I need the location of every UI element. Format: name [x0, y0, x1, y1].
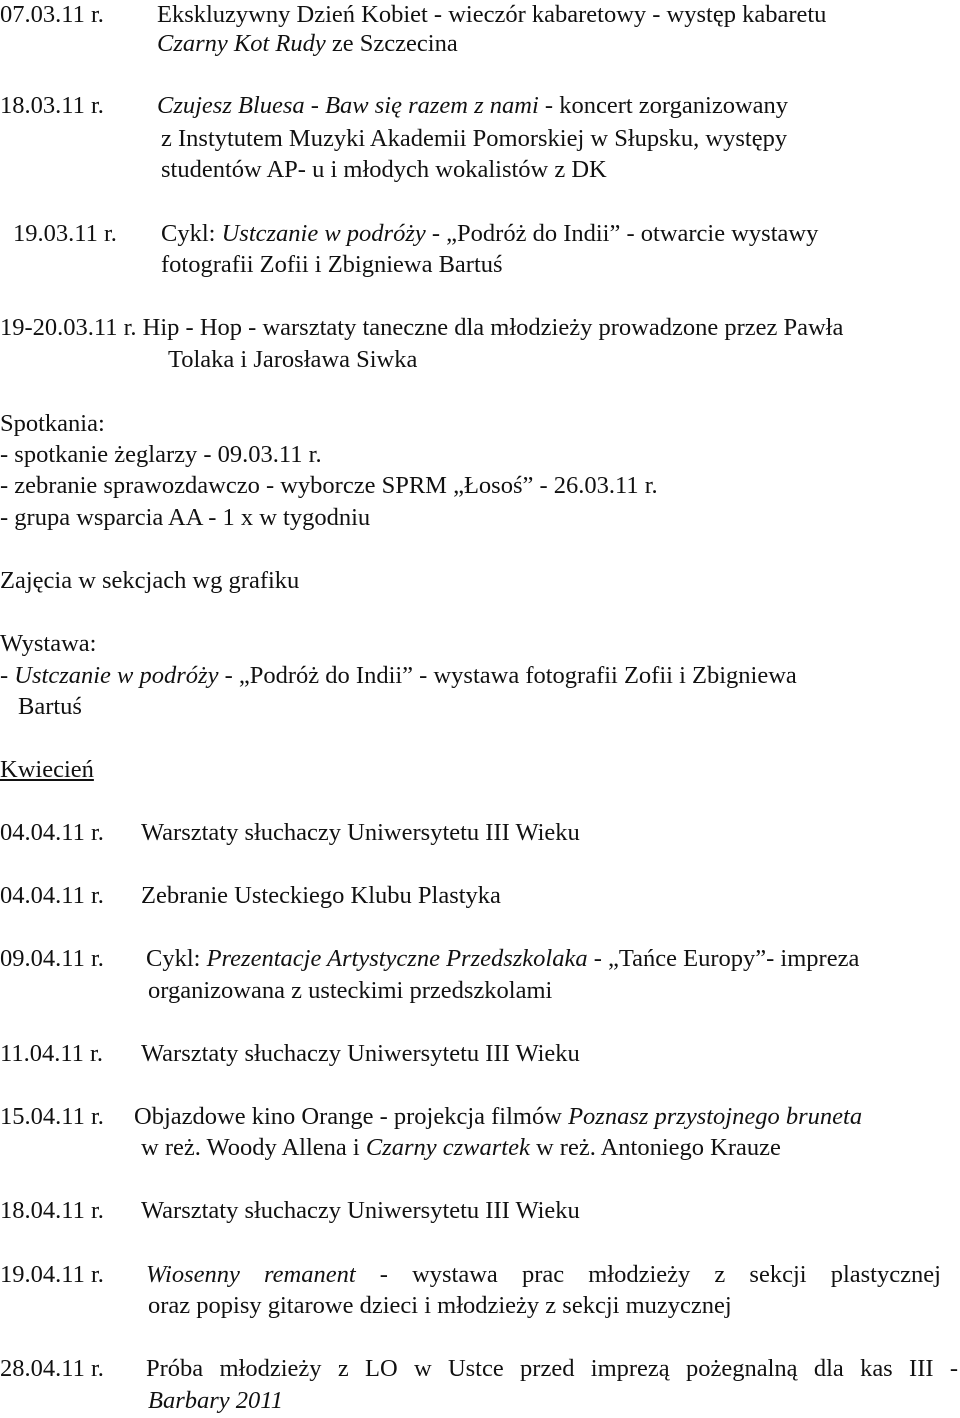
entry-text-justified — [146, 1260, 941, 1290]
entry-text: Ekskluzywny Dzień Kobiet - wieczór kabaretowy - występ kabaretu — [157, 1, 827, 28]
entry-text — [141, 1133, 781, 1163]
entry-text: w reż. Woody Allena i — [141, 1134, 366, 1161]
entry-text: w reż. Antoniego Krauze — [529, 1134, 781, 1161]
list-item: - spotkanie żeglarzy - 09.03.11 r. — [0, 441, 322, 468]
entry-date: 04.04.11 r. — [0, 819, 104, 846]
entry-word: - — [949, 1355, 958, 1382]
entry-text: 19-20.03.11 r. Hip - Hop - warsztaty taneczne dla młodzieży prowadzone przez Pawła — [0, 314, 844, 341]
entry-text: ze Szczecina — [325, 30, 458, 57]
exhibition-dash: - — [0, 662, 15, 689]
entry-word: plastycznej — [830, 1261, 941, 1288]
entry-word: dla — [813, 1355, 844, 1382]
entry-word: LO — [364, 1355, 398, 1382]
entry-date: 04.04.11 r. — [0, 882, 104, 909]
entry-text: oraz popisy gitarowe dzieci i młodzieży z sekcji muzycznej — [148, 1292, 732, 1319]
entry-text: Warsztaty słuchaczy Uniwersytetu III Wieku — [141, 1040, 580, 1067]
entry-word: remanent — [264, 1261, 356, 1288]
entry-word: prac — [521, 1261, 565, 1288]
entry-date: 11.04.11 r. — [0, 1040, 103, 1067]
list-item: - zebranie sprawozdawczo - wyborcze SPRM „Łosoś” - 26.03.11 r. — [0, 472, 658, 499]
entry-date: 15.04.11 r. — [0, 1103, 104, 1130]
entry-text: Objazdowe kino Orange - projekcja filmów — [134, 1103, 569, 1130]
meetings-heading: Spotkania: — [0, 410, 105, 437]
entry-date: 19.03.11 r. — [13, 220, 117, 247]
entry-text: Warsztaty słuchaczy Uniwersytetu III Wieku — [141, 1197, 580, 1224]
entry-title: Czarny czwartek — [365, 1134, 530, 1161]
entry-date: 18.03.11 r. — [0, 92, 104, 119]
entry-text: - „Tańce Europy”- impreza — [587, 945, 860, 972]
entry-text: - „Podróż do Indii” - otwarcie wystawy — [425, 220, 819, 247]
entry-word: w — [413, 1355, 432, 1382]
entry-text: Cykl: — [161, 220, 222, 247]
entry-title: Poznasz przystojnego bruneta — [568, 1103, 863, 1130]
entry-word: Wiosenny — [146, 1261, 240, 1288]
entry-title: Ustczanie w podróży — [221, 220, 426, 247]
list-item: - grupa wsparcia AA - 1 x w tygodniu — [0, 504, 371, 531]
entry-word: wystawa — [412, 1261, 498, 1288]
exhibition-heading: Wystawa: — [0, 630, 97, 657]
entry-word: z — [337, 1355, 349, 1382]
entry-title: Czujesz Bluesa - Baw się razem z nami — [157, 92, 539, 119]
entry-text: Warsztaty słuchaczy Uniwersytetu III Wieku — [141, 819, 580, 846]
entry-title: Czarny Kot Rudy — [157, 30, 326, 57]
entry-word: pożegnalną — [685, 1355, 798, 1382]
entry-date: 19.04.11 r. — [0, 1261, 104, 1288]
entry-title: Barbary 2011 — [148, 1387, 283, 1414]
entry-text: Zebranie Usteckiego Klubu Plastyka — [141, 882, 501, 909]
entry-word: kas — [860, 1355, 893, 1382]
entry-text — [146, 944, 859, 974]
entry-text: Tolaka i Jarosława Siwka — [168, 346, 418, 373]
entry-word: z — [714, 1261, 726, 1288]
entry-text — [134, 1102, 862, 1132]
entry-text: - koncert zorganizowany — [538, 92, 789, 119]
entry-word: Ustce — [447, 1355, 504, 1382]
entry-text: organizowana z usteckimi przedszkolami — [148, 977, 553, 1004]
exhibition-rest: - „Podróż do Indii” - wystawa fotografii Zofii i Zbigniewa — [218, 662, 797, 689]
entry-word: III — [909, 1355, 934, 1382]
entry-date: 09.04.11 r. — [0, 945, 104, 972]
exhibition-text — [0, 661, 797, 691]
entry-text-justified — [146, 1354, 958, 1384]
entry-date: 28.04.11 r. — [0, 1355, 104, 1382]
exhibition-text: Bartuś — [18, 693, 82, 720]
entry-text: Cykl: — [146, 945, 207, 972]
entry-word: przed — [520, 1355, 575, 1382]
entry-date: 07.03.11 r. — [0, 1, 104, 28]
entry-word: imprezą — [590, 1355, 670, 1382]
entry-text: studentów AP- u i młodych wokalistów z DK — [161, 156, 607, 183]
entry-text: fotografii Zofii i Zbigniewa Bartuś — [161, 251, 503, 278]
entry-word: młodzieży — [219, 1355, 322, 1382]
entry-word: sekcji — [749, 1261, 807, 1288]
exhibition-title: Ustczanie w podróży — [14, 662, 219, 689]
entry-text — [161, 219, 818, 249]
sections-note: Zajęcia w sekcjach wg grafiku — [0, 567, 300, 594]
month-heading: Kwiecień — [0, 756, 94, 783]
entry-text — [148, 1386, 283, 1416]
entry-text — [157, 91, 788, 121]
entry-text: z Instytutem Muzyki Akademii Pomorskiej w Słupsku, występy — [161, 125, 788, 152]
entry-word: Próba — [146, 1355, 204, 1382]
entry-date: 18.04.11 r. — [0, 1197, 104, 1224]
entry-word: - — [379, 1261, 388, 1288]
entry-title: Prezentacje Artystyczne Przedszkolaka — [206, 945, 588, 972]
entry-word: młodzieży — [588, 1261, 691, 1288]
entry-text — [157, 29, 458, 59]
